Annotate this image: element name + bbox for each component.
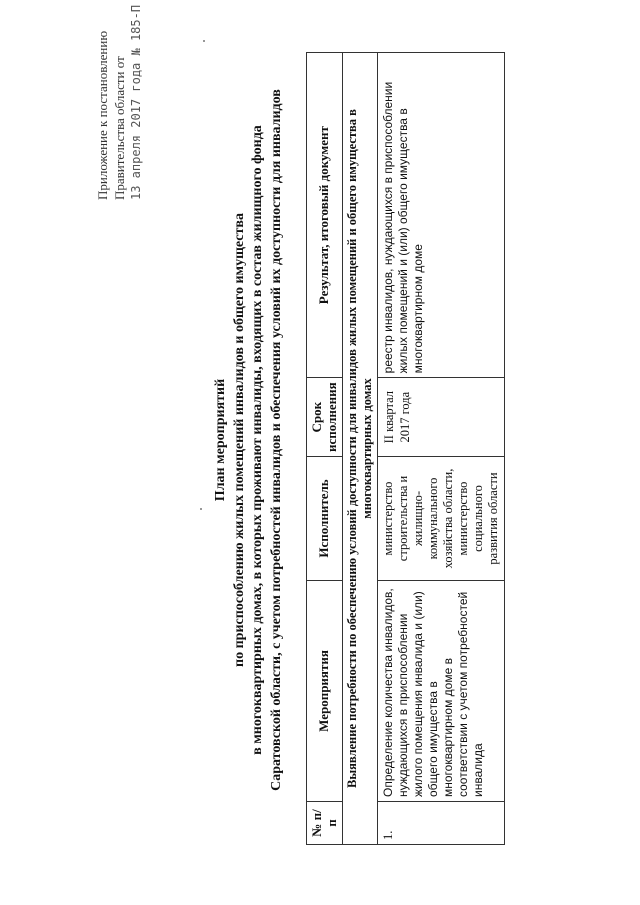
header-term: Срок исполнения <box>307 378 343 457</box>
appendix-line: Приложение к постановлению <box>95 30 110 200</box>
row-activity: Определение количества инвалидов, нуждающихся в приспособлении жилого помещения инвалида и (или) общего имущества в многоквартирном доме в соответствии с учетом потребностей инвалида <box>378 581 505 802</box>
row-num: 1. <box>378 802 505 845</box>
title-line: План мероприятий <box>213 378 228 502</box>
header-result: Результат, итоговый документ <box>307 53 343 378</box>
header-num: № п/п <box>307 802 343 845</box>
row-term: II квартал 2017 года <box>378 378 505 457</box>
header-activity: Мероприятия <box>307 581 343 802</box>
appendix-note <box>94 0 145 200</box>
section-row <box>343 53 378 845</box>
title-line: Саратовской области, с учетом потребностей инвалидов и обеспечения условий их доступности для инвалидов <box>268 89 284 791</box>
header-executor: Исполнитель <box>307 457 343 581</box>
plan-table <box>306 52 505 845</box>
row-result: реестр инвалидов, нуждающихся в приспособлении жилых помещений и (или) общего имущества в многоквартирном доме <box>378 53 505 378</box>
row-executor: министерство строительства и жилищно-коммунального хозяйства области, министерство социального развития области <box>378 457 505 581</box>
header-row <box>307 53 343 845</box>
table-row <box>378 53 505 845</box>
title-line: в многоквартирных домах, в которых проживают инвалиды, входящих в состав жилищного фонда <box>250 125 265 755</box>
document-title <box>212 45 286 835</box>
appendix-line: Правительства области от <box>112 56 127 200</box>
title-line: по приспособлению жилых помещений инвалидов и общего имущества <box>231 213 247 667</box>
section-title: Выявление потребности по обеспечению условий доступности для инвалидов жилых помещений и общего имущества в многоквартирных домах <box>343 53 378 845</box>
appendix-date-line: 13 апреля 2017 года № 185-П <box>129 4 143 200</box>
